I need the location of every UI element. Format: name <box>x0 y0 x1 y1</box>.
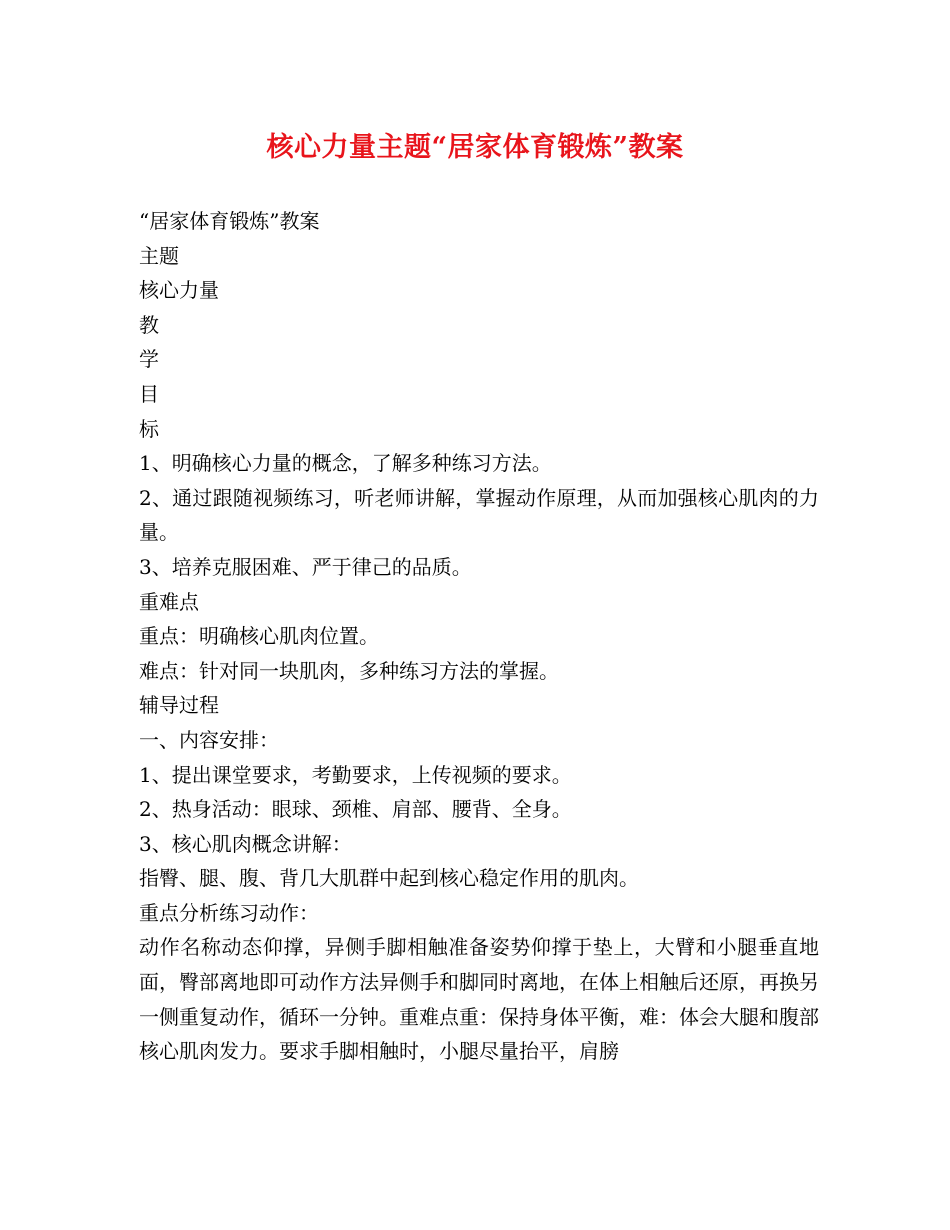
process-item-3: 3、核心肌肉概念讲解： <box>139 831 352 856</box>
section-label-goal-char-2: 学 <box>139 347 159 372</box>
theme-value: 核心力量 <box>139 278 219 303</box>
goal-item-3: 3、培养克服困难、严于律己的品质。 <box>139 554 472 579</box>
goal-item-1: 1、明确核心力量的概念，了解多种练习方法。 <box>139 451 552 476</box>
section-label-goal-char-4: 标 <box>139 416 159 441</box>
key-point: 重点：明确核心肌肉位置。 <box>139 624 379 649</box>
section-label-key-points: 重难点 <box>139 589 199 614</box>
document-title: 核心力量主题“居家体育锻炼”教案 <box>266 132 684 163</box>
section-label-goal-char-1: 教 <box>139 312 159 337</box>
goal-item-2: 2、通过跟随视频练习，听老师讲解，掌握动作原理，从而加强核心肌肉的力量。 <box>139 485 819 545</box>
section-label-process: 辅导过程 <box>139 693 219 718</box>
core-muscle-definition: 指臀、腿、腹、背几大肌群中起到核心稳定作用的肌肉。 <box>139 866 639 891</box>
analysis-heading: 重点分析练习动作： <box>139 900 319 925</box>
section-label-goal-char-3: 目 <box>139 381 159 406</box>
difficult-point: 难点：针对同一块肌肉，多种练习方法的掌握。 <box>139 658 559 683</box>
subtitle-line: “居家体育锻炼”教案 <box>139 209 320 233</box>
document-body <box>139 204 819 1069</box>
process-item-1: 1、提出课堂要求，考勤要求，上传视频的要求。 <box>139 762 572 787</box>
content-arrangement-heading: 一、内容安排： <box>139 727 279 752</box>
process-item-2: 2、热身活动：眼球、颈椎、肩部、腰背、全身。 <box>139 797 572 822</box>
section-label-theme: 主题 <box>139 243 179 268</box>
action-description: 动作名称动态仰撑，异侧手脚相触准备姿势仰撑于垫上，大臂和小腿垂直地面，臀部离地即可动作方法异侧手和脚同时离地，在体上相触后还原，再换另一侧重复动作，循环一分钟。重难点重：保持身体平衡，难：体会大腿和腹部核心肌肉发力。要求手脚相触时，小腿尽量抬平，肩膀 <box>139 935 819 1064</box>
